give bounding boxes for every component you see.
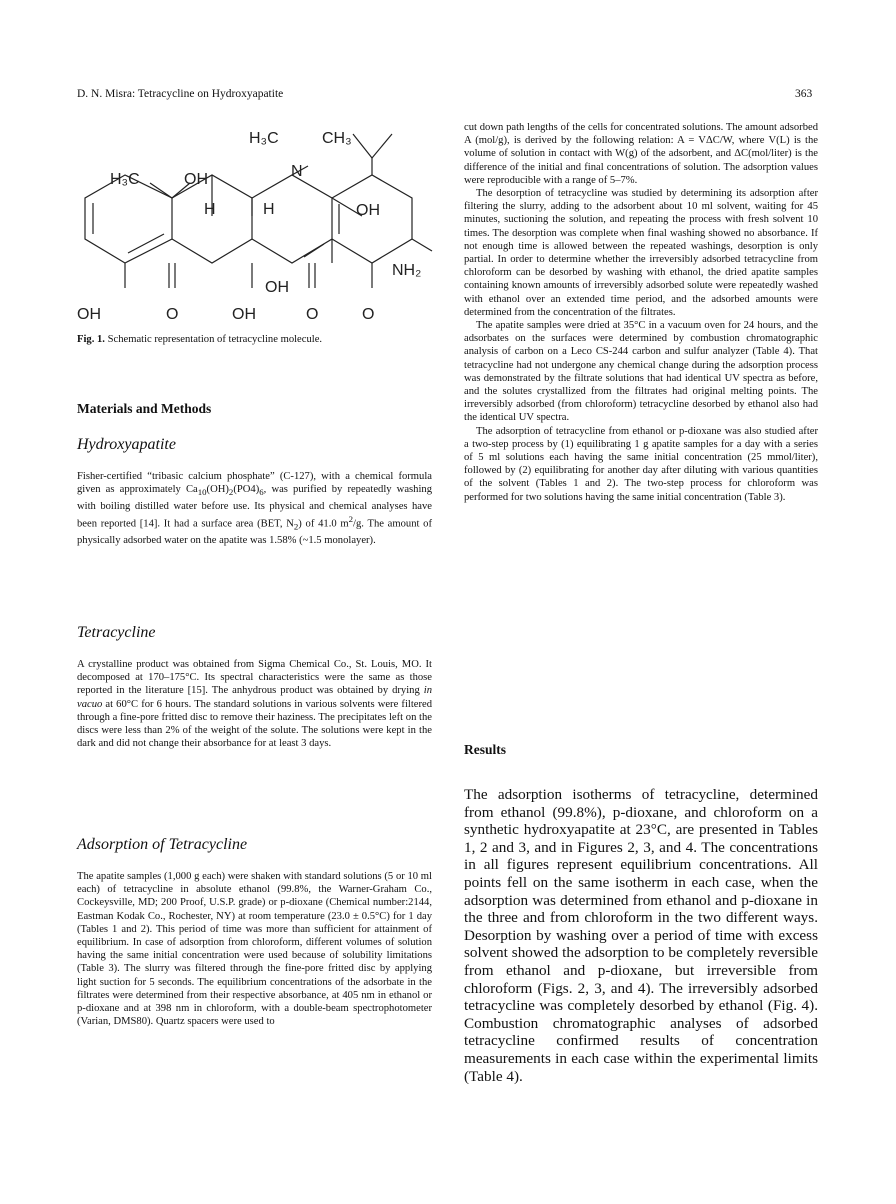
hydroxyapatite-heading: Hydroxyapatite bbox=[77, 436, 176, 453]
atom-label-oh-mid: OH bbox=[265, 279, 289, 296]
adsorption-heading: Adsorption of Tetracycline bbox=[77, 836, 248, 853]
atom-label-oh-b1: OH bbox=[77, 306, 101, 323]
hydroxyapatite-paragraph: Fisher-certified “tribasic calcium phosphate” (C-127), with a chemical formula given as approximately $Ca_{10}(OH)_2(PO4)_6$, was purified by repeatedly washing with boiling distilled water before use. Its physical and chemical analyses have been reported [14]. It had a surface area (BET, $N_2$) of 41.0 $m^2/g$. The amount of physically adsorbed water on the apatite was 1.58% (~1.5 monolayer). bbox=[77, 471, 432, 546]
figure-caption-label: Fig. 1. bbox=[77, 334, 105, 345]
methods-para-3: The apatite samples were dried at 35°C in a vacuum oven for 24 hours, and the adsorbates on the surfaces were determined by combustion chromatographic analysis of carbon on a Leco CS-244 carbon and sulfur analyzer (Table 4). That tetracycline had not undergone any chemical change during the adsorption process was demonstrated by the filtrate solutions that had identical UV spectra as before, and the solutes crystallized from the filtrates had original melting points. The irreversibly adsorbed (from chloroform) tetracycline desorbed by ethanol also had the identical UV spectra. bbox=[464, 320, 818, 424]
figure-caption bbox=[77, 334, 322, 345]
methods-para-4: The adsorption of tetracycline from ethanol or p-dioxane was also studied after a two-step process by (1) equilibrating 1 g apatite samples for a day with a series of 5 ml solutions each having the same initial concentration (25 mmol/liter), followed by (2) equilibrating for another day after diluting with various quantities of the solvent (Tables 1 and 2). The two-step process for chloroform was performed for two solutions having the same initial concentration (Table 3). bbox=[464, 425, 818, 503]
page-number: 363 bbox=[795, 88, 813, 100]
methods-para-2: The desorption of tetracycline was studied by determining its adsorption after filtering the slurry, adding to the adsorbent about 10 ml solvent, waiting for 45 minutes, suctioning the solution, and repeating the process with fresh solvent 10 times. The desorption was complete when final washing showed no absorbance. If not enough time is allowed between the repeated washings, desorption is only partial. In order to determine whether the irreversibly adsorbed tetracycline from chloroform can be desorbed by washing with ethanol, the dried apatite samples containing known amounts of irreversibly adsorbed solute were repeatedly washed with ethanol over an extended time period, and the adsorbed amounts were determined from the concentration of the filtrates. bbox=[464, 188, 818, 318]
atom-label-o-b1: O bbox=[166, 306, 179, 323]
atom-label-o-b2: O bbox=[306, 306, 319, 323]
adsorption-paragraph: The apatite samples (1,000 g each) were shaken with standard solutions (5 or 10 ml each) of tetracycline in absolute ethanol (99.8%, the Warner-Graham Co., Cockeysville, MD; 200 Proof, U.S.P. grade) or p-dioxane (Chemical number:2144, Eastman Kodak Co., Rochester, NY) at room temperature (23.0 ± 0.5°C) for 1 day (Tables 1 and 2). This period of time was more than sufficient for attainment of equilibrium. In case of adsorption from chloroform, different volumes of solution having the same initial concentration were used because of solubility limitations (Table 3). The slurry was filtered through the fine-pore fritted disc by applying light suction for 5 seconds. The equilibrium concentrations of the adsorbate in the filtrates were determined from their respective absorbance, at 405 nm in ethanol or p-dioxane and at 398 nm in chloroform, with a double-beam spectrophotometer (Varian, DMS80). Quartz spacers were used to bbox=[77, 871, 432, 1028]
results-heading: Results bbox=[464, 742, 507, 757]
tetracycline-structure-figure bbox=[70, 118, 440, 333]
materials-methods-heading: Materials and Methods bbox=[77, 401, 212, 416]
atom-label-oh-left: OH bbox=[184, 171, 208, 188]
atom-label-oh-b2: OH bbox=[232, 306, 256, 323]
atom-label-ch3-top: CH₃ bbox=[322, 130, 352, 147]
atom-label-n: N bbox=[291, 163, 303, 180]
tetracycline-paragraph: A crystalline product was obtained from Sigma Chemical Co., St. Louis, MO. It decomposed at 170–175°C. Its spectral characteristics were the same as those reported in the literature [15]. The anhydrous product was obtained by drying in vacuo at 60°C for 6 hours. The standard solutions in various solvents were filtered through a fine-pore fritted disc to remove their haziness. The precipitates left on the discs were less than 2% of the weight of the solute. The solutions were kept in the dark and did not change their absorbance for at least 3 days. bbox=[77, 659, 432, 750]
figure-caption-text: Schematic representation of tetracycline molecule. bbox=[107, 334, 323, 345]
atom-label-h3c-top: H₃C bbox=[249, 130, 279, 147]
methods-para-1: cut down path lengths of the cells for concentrated solutions. The amount adsorbed A (mol/g), is derived by the following relation: A = VΔC/W, where V(L) is the volume of solution in contact with W(g) of the adsorbent, and ΔC(mol/liter) is the difference of the initial and final concentrations of solution. The adsorption values were reproducible with a range of 5–7%. bbox=[464, 122, 818, 186]
atom-label-oh-right: OH bbox=[356, 202, 380, 219]
atom-label-h2: H bbox=[263, 201, 275, 218]
tetracycline-heading: Tetracycline bbox=[77, 624, 156, 641]
atom-label-h1: H bbox=[204, 201, 216, 218]
atom-label-o-b3: O bbox=[362, 306, 375, 323]
atom-label-nh2: NH₂ bbox=[392, 262, 422, 279]
right-column-text bbox=[464, 121, 818, 504]
results-paragraph: The adsorption isotherms of tetracycline, determined from ethanol (99.8%), p-dioxane, and chloroform on a synthetic hydroxyapatite at 23°C, are presented in Tables 1, 2 and 3, and in Figures 2, 3, and 4. The concentrations in all figures represent equilibrium concentrations. All points fell on the same isotherm in each case, when the adsorption was determined from ethanol and p-dioxane in the three and from chloroform in the two different ways. Desorption by washing over a period of time with excess solvent showed the adsorption to be completely reversible from ethanol and p-dioxane, but irreversible from chloroform (Figs. 2, 3, and 4). The irreversibly adsorbed tetracycline was completely desorbed by ethanol (Fig. 4). Combustion chromatographic analyses of adsorbed tetracycline confirmed results of concentration measurements in each case within the experimental limits (Table 4). bbox=[464, 786, 818, 1085]
atom-label-h3c-left: H₃C bbox=[110, 171, 140, 188]
running-title: D. N. Misra: Tetracycline on Hydroxyapatite bbox=[77, 88, 284, 100]
